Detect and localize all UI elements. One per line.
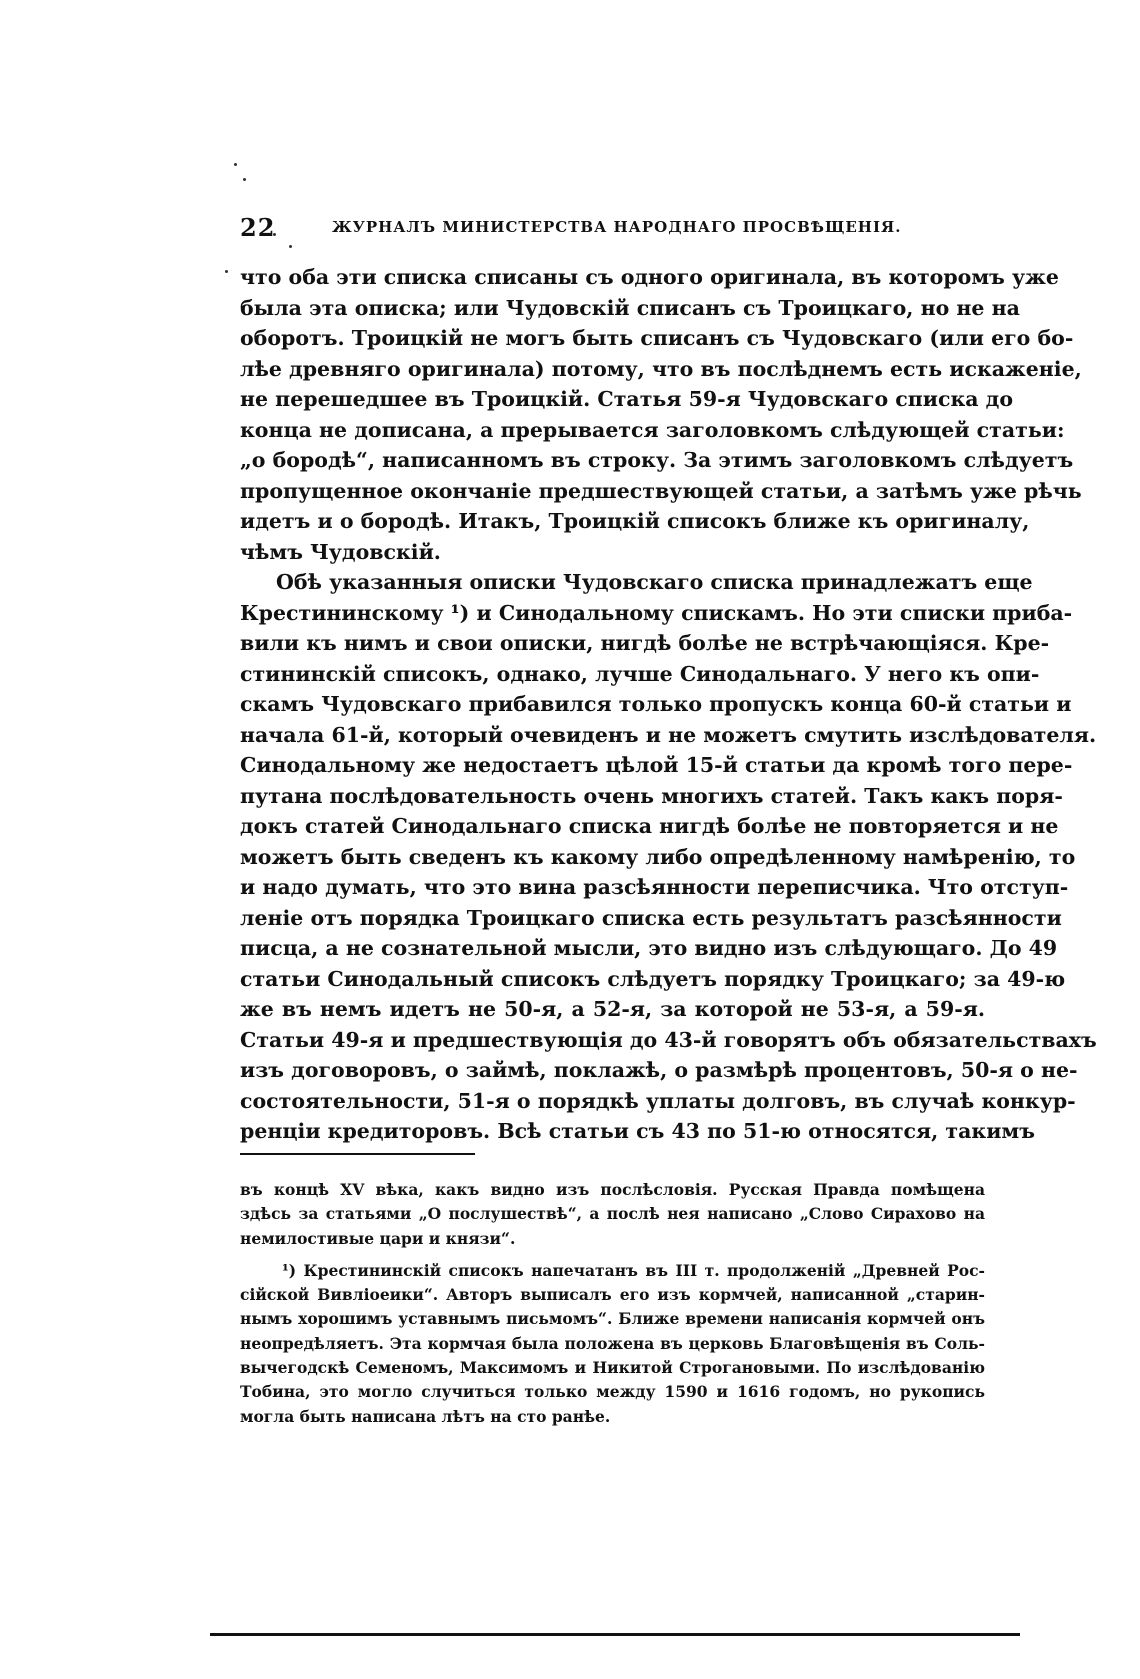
paragraph-start-line: Обѣ указанныя описки Чудовскаго списка принадлежатъ еще — [276, 570, 1033, 594]
text-line: не перешедшее въ Троицкій. Статья 59-я Чудовскаго списка до — [240, 387, 1014, 411]
scan-speck — [243, 178, 246, 181]
text-line: что оба эти списка списаны съ одного оригинала, въ которомъ уже — [240, 265, 1059, 289]
running-title: ЖУРНАЛЪ МИНИСТЕРСТВА НАРОДНАГО ПРОСВѢЩЕНІЯ. — [332, 218, 902, 236]
footnote-line: неопредѣляетъ. Эта кормчая была положена въ церковь Благовѣщенія въ Соль- — [240, 1333, 985, 1353]
text-line: путана послѣдовательность очень многихъ статей. Такъ какъ поря- — [240, 783, 1063, 808]
footnote-line: сійской Вивліоеики“. Авторъ выписалъ его изъ кормчей, написанной „старин- — [240, 1285, 985, 1305]
text-line: была эта описка; или Чудовскій списанъ съ Троицкаго, но не на — [240, 295, 1020, 320]
footnote-line: нымъ хорошимъ уставнымъ письмомъ“. Ближе времени написанія кормчей онъ — [240, 1309, 985, 1329]
page-number: 22 — [240, 213, 276, 242]
text-line: конца не дописана, а прерывается заголовкомъ слѣдующей статьи: — [240, 417, 1065, 442]
footnote-divider — [240, 1153, 475, 1155]
scan-speck — [225, 270, 228, 273]
text-line: начала 61-й, который очевиденъ и не можетъ смутить изслѣдователя. — [240, 722, 1097, 747]
footnote-line: Тобина, это могло случиться только между 1590 и 1616 годомъ, но рукопись — [240, 1382, 985, 1402]
text-line: Статьи 49-я и предшествующія до 43-й говорятъ объ обязательствахъ — [240, 1027, 1097, 1052]
footnote-gap — [240, 1251, 985, 1259]
text-line: статьи Синодальный списокъ слѣдуетъ порядку Троицкаго; за 49-ю — [240, 966, 1066, 991]
text-line: писца, а не сознательной мысли, это видно изъ слѣдующаго. До 49 — [240, 936, 1058, 960]
page-header — [240, 213, 985, 243]
text-line: Синодальному же недостаетъ цѣлой 15-й статьи да кромѣ того пере- — [240, 753, 1073, 777]
scan-bottom-edge — [210, 1633, 1020, 1636]
text-line: ренціи кредиторовъ. Всѣ статьи съ 43 по 51-ю относятся, такимъ — [240, 1119, 1035, 1143]
footnote-1-start: ¹) Крестининскій списокъ напечатанъ въ III т. продолженій „Древней Рос- — [282, 1260, 985, 1280]
scan-speck — [289, 245, 292, 248]
text-line: пропущенное окончаніе предшествующей статьи, а затѣмъ уже рѣчь — [240, 478, 1082, 503]
text-line: вили къ нимъ и свои описки, нигдѣ болѣе не встрѣчающіяся. Кре- — [240, 631, 1050, 655]
text-line: леніе отъ порядка Троицкаго списка есть результатъ разсѣянности — [240, 905, 1062, 930]
scan-speck — [234, 163, 237, 166]
text-line: скамъ Чудовскаго прибавился только пропускъ конца 60-й статьи и — [240, 692, 1072, 716]
text-line: изъ договоровъ, о займѣ, поклажѣ, о размѣрѣ процентовъ, 50-я о не- — [240, 1058, 1078, 1082]
text-line: можетъ быть сведенъ къ какому либо опредѣленному намѣренію, то — [240, 844, 1076, 869]
main-text — [240, 262, 1097, 1147]
text-line: и надо думать, что это вина разсѣянности переписчика. Что отступ- — [240, 875, 1069, 899]
footnote-line: немилостивые цари и князи“. — [240, 1228, 516, 1248]
footnotes — [240, 1178, 985, 1429]
text-line: Крестининскому ¹) и Синодальному спискамъ. Но эти списки приба- — [240, 600, 1073, 625]
text-line: идетъ и о бородѣ. Итакъ, Троицкій списокъ ближе къ оригиналу, — [240, 509, 1030, 533]
text-line: же въ немъ идетъ не 50-я, а 52-я, за которой не 53-я, а 59-я. — [240, 997, 985, 1021]
text-line: оборотъ. Троицкій не могъ быть списанъ съ Чудовскаго (или его бо- — [240, 326, 1074, 350]
footnote-line: здѣсь за статьями „О послушествѣ“, а послѣ нея написано „Слово Сирахово на — [240, 1204, 985, 1224]
text-line: докъ статей Синодальнаго списка нигдѣ болѣе не повторяется и не — [240, 814, 1059, 838]
text-line: „о бородѣ“, написанномъ въ строку. За этимъ заголовкомъ слѣдуетъ — [240, 448, 1074, 472]
text-line: лѣе древняго оригинала) потому, что въ послѣднемъ есть искаженіе, — [240, 356, 1082, 381]
footnote-line: въ концѣ XV вѣка, какъ видно изъ послѣсловія. Русская Правда помѣщена — [240, 1180, 985, 1199]
text-line: состоятельности, 51-я о порядкѣ уплаты долговъ, въ случаѣ конкур- — [240, 1088, 1076, 1113]
footnote-line: вычегодскѣ Семеномъ, Максимомъ и Никитой Строгановыми. По изслѣдованію — [240, 1358, 985, 1378]
text-line: чѣмъ Чудовскій. — [240, 539, 441, 564]
text-line: стининскій списокъ, однако, лучше Синодальнаго. У него къ опи- — [240, 661, 1040, 686]
footnote-line: могла быть написана лѣтъ на сто ранѣе. — [240, 1406, 611, 1426]
